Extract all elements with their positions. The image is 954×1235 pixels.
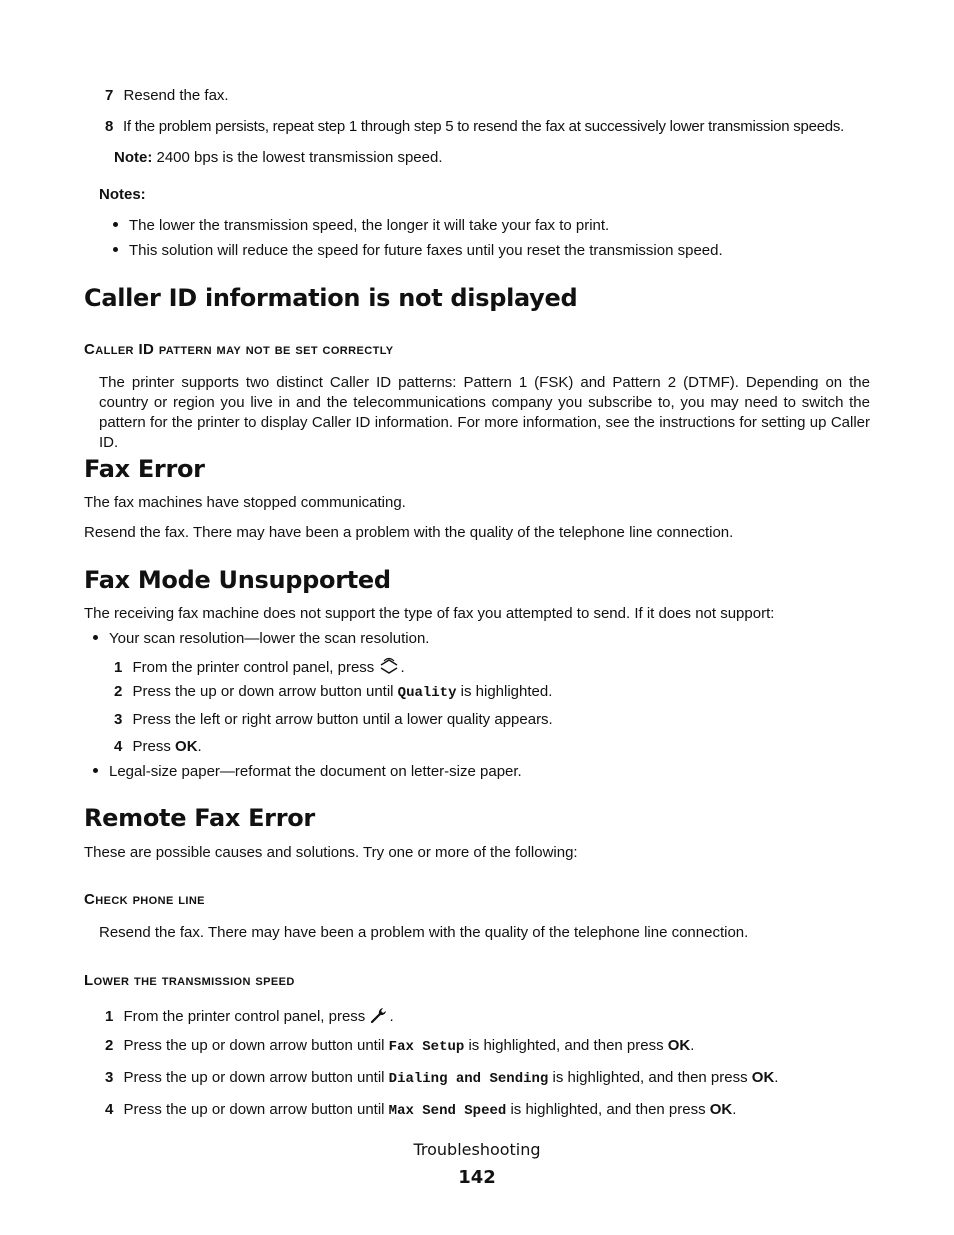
bullet-dot <box>93 768 98 773</box>
caller-id-heading: Caller ID information is not displayed <box>84 284 578 312</box>
remote-fax-intro: These are possible causes and solutions. Try one or more of the following: <box>84 844 578 861</box>
fax-mode-intro: The receiving fax machine does not support the type of fax you attempted to send. If it does not support: <box>84 605 775 622</box>
notes-bullet-1: The lower the transmission speed, the longer it will take your fax to print. <box>129 217 610 234</box>
step-7: 7 Resend the fax. <box>105 87 229 104</box>
wrench-icon <box>369 1005 389 1031</box>
fax-mode-step-2: 2 Press the up or down arrow button until Quality is highlighted. <box>114 683 553 701</box>
notes-bullet-2: This solution will reduce the speed for future faxes until you reset the transmission speed. <box>129 242 723 259</box>
fax-mode-bullet-2: Legal-size paper—reformat the document on letter-size paper. <box>109 763 522 780</box>
remote-step-3: 3 Press the up or down arrow button until Dialing and Sending is highlighted, and then press OK. <box>105 1069 779 1087</box>
fax-mode-step-3: 3 Press the left or right arrow button until a lower quality appears. <box>114 711 553 728</box>
bullet-dot <box>113 222 118 227</box>
caller-id-subheading: Caller ID pattern may not be set correctly <box>84 341 394 358</box>
fax-mode-bullet-1: Your scan resolution—lower the scan resolution. <box>109 630 430 647</box>
fax-mode-step-1: 1 From the printer control panel, press . <box>114 656 405 682</box>
step-8: 8 If the problem persists, repeat step 1 through step 5 to resend the fax at successively lower transmission speeds. <box>105 118 845 135</box>
caller-id-paragraph: The printer supports two distinct Caller ID patterns: Pattern 1 (FSK) and Pattern 2 (DTMF). Depending on the country or region you live in and the telecommunications company you subscribe to, you may need to switch the pattern for the printer to display Caller ID information. For more information, see the instructions for setting up Caller ID. <box>99 374 870 451</box>
bullet-dot <box>113 247 118 252</box>
check-phone-text: Resend the fax. There may have been a problem with the quality of the telephone line connection. <box>99 924 749 941</box>
bullet-dot <box>93 635 98 640</box>
footer-section-label: Troubleshooting <box>413 1140 541 1159</box>
lower-speed-heading: Lower the transmission speed <box>84 972 295 989</box>
remote-fax-heading: Remote Fax Error <box>84 804 315 832</box>
fax-error-line-1: The fax machines have stopped communicating. <box>84 494 406 511</box>
fax-mode-heading: Fax Mode Unsupported <box>84 566 391 594</box>
top-note: Note: 2400 bps is the lowest transmission speed. <box>114 149 443 166</box>
fax-mode-step-4: 4 Press OK. <box>114 738 202 755</box>
fax-error-heading: Fax Error <box>84 455 205 483</box>
remote-step-4: 4 Press the up or down arrow button until Max Send Speed is highlighted, and then press OK. <box>105 1101 737 1119</box>
scan-mode-icon <box>378 656 400 682</box>
remote-step-1: 1 From the printer control panel, press . <box>105 1005 394 1031</box>
notes-heading: Notes: <box>99 186 146 203</box>
check-phone-heading: Check phone line <box>84 891 205 908</box>
page-number: 142 <box>458 1167 496 1188</box>
remote-step-2: 2 Press the up or down arrow button until Fax Setup is highlighted, and then press OK. <box>105 1037 695 1055</box>
fax-error-line-2: Resend the fax. There may have been a problem with the quality of the telephone line connection. <box>84 524 734 541</box>
